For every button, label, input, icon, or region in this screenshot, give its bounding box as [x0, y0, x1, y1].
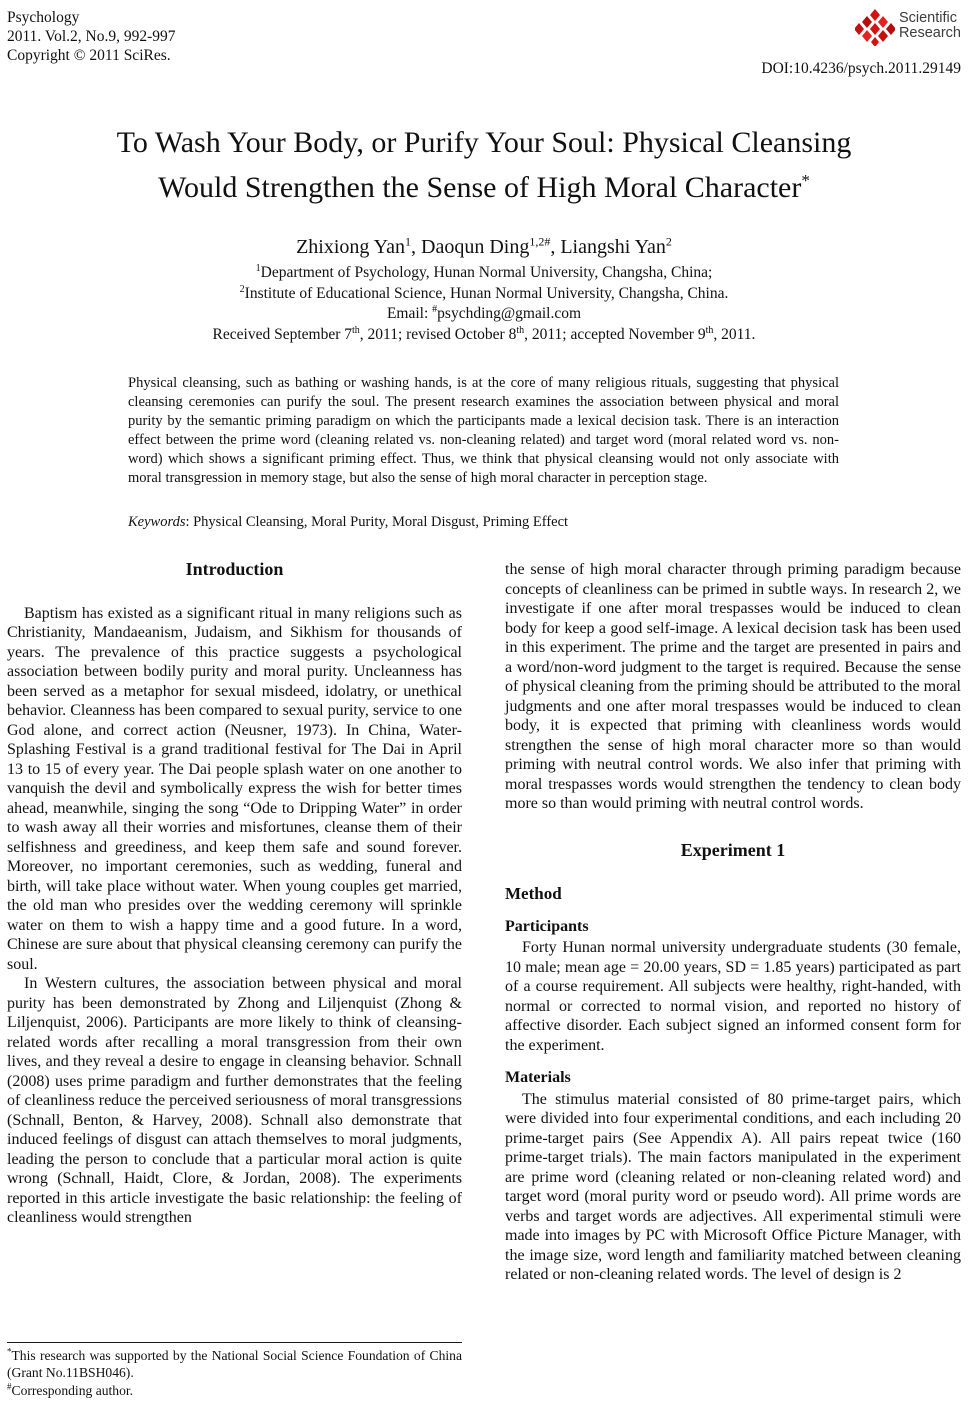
journal-issue: 2011. Vol.2, No.9, 992-997 [7, 28, 176, 45]
doi: DOI:10.4236/psych.2011.29149 [761, 60, 961, 77]
scires-diamonds-icon [855, 8, 895, 51]
author: Zhixiong Yan [296, 236, 405, 258]
materials-paragraph: The stimulus material consisted of 80 prime-target pairs, which were divided into four experimental conditions, and each including 20 prime-target pairs (See Appendix A). All pairs repeat twice (160 prime-target trials). The main factors manipulated in the experiment are prime word (cleaning related or non-cleaning related word) and target word (moral purity word or pseudo word). All prime words are verbs and target words are adjectives. All experimental stimuli were made into images by PC with Microsoft Office Picture Manager, with the image size, word length and familiarity matched between cleaning related or non-cleaning related words. The level of design is 2 [505, 1090, 961, 1283]
publisher-block [761, 8, 961, 78]
subheading-materials: Materials [505, 1069, 571, 1086]
title-line-1: To Wash Your Body, or Purify Your Soul: Physical Cleansing [116, 126, 852, 159]
email-line: Email: #psychding@gmail.com [386, 303, 582, 322]
title-line-2: Would Strengthen the Sense of High Moral Character [158, 171, 802, 204]
corresponding-author-footnote: #Corresponding author. [7, 1380, 134, 1398]
article-title [7, 120, 961, 210]
publisher-logo [761, 8, 961, 51]
right-column [505, 560, 961, 1399]
section-heading-experiment-1: Experiment 1 [680, 839, 786, 860]
left-column [7, 560, 462, 1399]
author: Liangshi Yan [560, 236, 666, 258]
affiliation-1: $^1$Department of Psychology, Hunan Normal University, Changsha, China; [255, 262, 713, 281]
funding-footnote: *This research was supported by the National Social Science Foundation of China (Grant No.11BSH046). [7, 1345, 462, 1380]
authors-line: Zhixiong Yan$^1$, Daoqun Ding$^{1,2\#}$, Liangshi Yan$^2$ [296, 234, 672, 258]
intro-paragraph-2: In Western cultures, the association between physical and moral purity has been demonstrated by Zhong and Liljenquist (Zhong & Liljenquist, 2006). Participants are more likely to think of cleansing-related words after recalling a moral transgression from their own lives, and they reveal a desire to engage in cleansing behavior. Schnall (2008) uses prime paradigm and further demonstrates that the feeling of cleanliness reduce the perceived seriousness of moral transgressions (Schnall, Benton, & Harvey, 2008). Schnall also demonstrate that induced feelings of disgust can attach themselves to moral judgments, leading the person to conclude that a particular moral action is quite wrong (Schnall, Haidt, Clore, & Jordan, 2008). The experiments reported in this article investigate the basic relationship: the feeling of cleanliness would strengthen [7, 975, 462, 1226]
journal-name: Psychology [7, 9, 80, 26]
keywords-line: Keywords: Physical Cleansing, Moral Purity, Moral Disgust, Priming Effect [128, 514, 569, 530]
intro-paragraph-1: Baptism has existed as a significant ritual in many religions such as Christianity, Mandaeanism, Judaism, and Sikhism for thousands of years. The prevalence of this practice suggests a psychological association between bodily purity and moral purity. Uncleanness has been served as a metaphor for sexual misdeed, idolatry, or unethical behavior. Cleanness has been compared to sexual purity, service to one God alone, and correct action (Neusner, 1973). In China, Water-Splashing Festival is a grand traditional festival for The Dai in April 13 to 15 of every year. The Dai people splash water on one another to vanquish the devil and symbolically express the wish for better times ahead, meanwhile, singing the song “Ode to Dripping Water” in order to wash away all their worries and misfortunes, cleanse them of their selfishness and greediness, and keep them safe and sound forever. Moreover, no important ceremonies, such as wedding, funeral and birth, will take place without water. When young couples get married, the old man who presides over the wedding ceremony will sprinkle water on them to wish a happy time and a good future. In a word, Chinese are sure about that physical cleansing ceremony can purify the soul. [7, 604, 462, 973]
publisher-name: Scientific Research [898, 10, 961, 41]
participants-paragraph: Forty Hunan normal university undergraduate students (30 female, 10 male; mean age = 20.00 years, SD = 1.85 years) participated as part of a course requirement. All subjects were healthy, right-handed, with normal or corrected to normal vision, and reported no history of affective disorder. Each subject signed an informed consent form for the experiment. [505, 939, 961, 1054]
received-line: Received September 7th, 2011; revised October 8th, 2011; accepted November 9th, 2011. [212, 324, 756, 343]
affiliations [7, 263, 961, 345]
subheading-method: Method [505, 884, 562, 903]
author: Daoqun Ding [421, 236, 530, 258]
journal-info [7, 8, 176, 65]
two-column-body [7, 560, 961, 1399]
abstract: Physical cleansing, such as bathing or washing hands, is at the core of many religious rituals, suggesting that physical cleansing ceremonies can purify the soul. The present research examines the association between physical and moral purity by the semantic priming paradigm on which the participants made a lexical decision task. There is an interaction effect between the prime word (cleaning related vs. non-cleaning related) and target word (moral related word vs. non-word) which shows a significant priming effect. Thus, we think that physical cleansing would not only associate with moral transgression in memory stage, but also the sense of high moral character in perception stage. [128, 375, 839, 486]
journal-copyright: Copyright © 2011 SciRes. [7, 47, 171, 64]
footnote-block [7, 1342, 462, 1400]
keywords-label: Keywords [128, 514, 186, 530]
email-address: psychding@gmail.com [437, 305, 582, 322]
masthead [7, 8, 961, 78]
subheading-participants: Participants [505, 917, 589, 935]
title-footnote-marker: * [801, 171, 810, 190]
continuation-paragraph: the sense of high moral character through priming paradigm because concepts of cleanliness can be primed in subtle ways. In research 2, we investigate if one after moral trespasses would be induced to clean body for keep a good self-image. A lexical decision task has been used in this experiment. The prime and the target are presented in pairs and a word/non-word judgment to the target is required. Because the sense of physical cleaning from the priming should be attributed to the moral judgments and one after moral trespasses would be induced to clean body, it is expected that priming with cleanliness words would strengthen the sense of high moral character more so than would priming with neutral control words. We also infer that priming with moral trespasses words would strengthen the tendency to clean body more so than would priming with neutral control words. [505, 561, 961, 812]
affiliation-2: $^2$Institute of Educational Science, Hunan Normal University, Changsha, China. [239, 283, 729, 302]
section-heading-introduction: Introduction [185, 560, 284, 579]
